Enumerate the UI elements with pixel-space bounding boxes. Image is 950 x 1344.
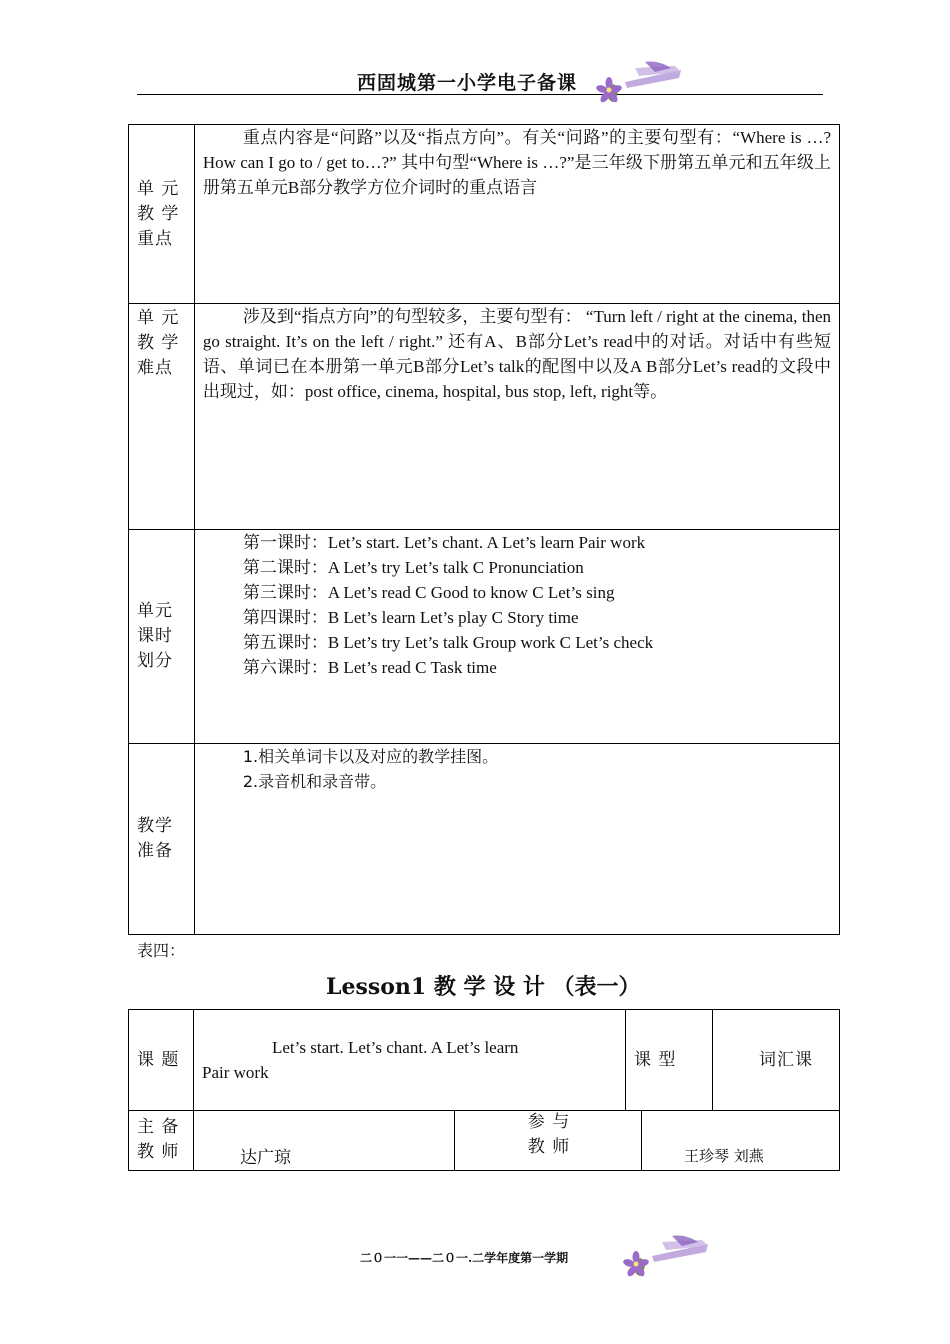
list-item: 1.相关单词卡以及对应的教学挂图。 bbox=[242, 747, 499, 766]
flower-icon bbox=[595, 58, 685, 104]
label-line: 难点 bbox=[137, 358, 173, 378]
label-line: 课时 bbox=[137, 626, 173, 646]
row-label bbox=[129, 744, 195, 935]
flower-icon bbox=[622, 1232, 712, 1278]
list-item: 第五课时：B Let’s try Let’s talk Group work C Let’s check bbox=[242, 633, 654, 652]
key-points-text: 重点内容是“问路”以及“指点方向”。有关“问路”的主要句型有：“Where is …? How can I go to / get to…?” 其中句型“Where is …?”是三年级下册第五单元和五年级上册第五单元B部分教学方位介词时的重点语言 bbox=[202, 128, 831, 197]
label-line: 准备 bbox=[137, 841, 173, 861]
page-header bbox=[137, 62, 823, 95]
label-line: 单元 bbox=[137, 601, 173, 621]
footer-text: 二０一一——二０一.二学年度第一学期 bbox=[360, 1251, 569, 1265]
table-row bbox=[129, 304, 840, 530]
table-row bbox=[129, 1110, 840, 1170]
label-line: 教 学 bbox=[137, 203, 180, 224]
type-label: 课 型 bbox=[626, 1010, 713, 1111]
type-value: 词汇课 bbox=[713, 1010, 840, 1111]
list-item: 2.录音机和录音带。 bbox=[242, 772, 387, 791]
preparation-cell bbox=[194, 744, 839, 935]
table-row bbox=[129, 530, 840, 744]
teacher-table bbox=[128, 1110, 840, 1171]
label-line: 重点 bbox=[137, 228, 173, 249]
table-row bbox=[129, 1010, 840, 1111]
lesson-info-table bbox=[128, 1009, 840, 1111]
row-label bbox=[129, 530, 195, 744]
lesson-title: Lesson1 教 学 设 计 （表一） bbox=[326, 974, 641, 1000]
topic-line: Let’s start. Let’s chant. A Let’s learn bbox=[272, 1038, 519, 1057]
table-caption: 表四： bbox=[137, 941, 186, 960]
label-line: 教 师 bbox=[137, 1141, 180, 1162]
row-label bbox=[129, 125, 195, 304]
list-item: 第一课时：Let’s start. Let’s chant. A Let’s learn Pair work bbox=[242, 533, 646, 552]
co-teacher-value: 王珍琴 刘燕 bbox=[642, 1110, 840, 1170]
row-label bbox=[129, 304, 195, 530]
main-teacher-label bbox=[129, 1110, 194, 1170]
label-line: 教 学 bbox=[137, 333, 180, 353]
topic-value bbox=[194, 1010, 626, 1111]
list-item: 第三课时：A Let’s read C Good to know C Let’s sing bbox=[242, 583, 615, 602]
difficult-points-cell bbox=[194, 304, 839, 530]
difficult-points-text: 涉及到“指点方向”的句型较多，主要句型有： “Turn left / right at the cinema, then go straight. It’s on the left / right.” 还有A、B部分Let’s read中的对话。对话中有些短语、单词已在本册第一单元B部分Let’s talk的配图中以及A B部分Let’s read的文段中出现过，如：post office, cinema, hospital, bus stop, left, right等。 bbox=[202, 307, 831, 401]
label-line: 单 元 bbox=[137, 308, 180, 328]
topic-label: 课 题 bbox=[129, 1010, 194, 1111]
list-item: 第四课时：B Let’s learn Let’s play C Story time bbox=[242, 608, 579, 627]
label-line: 主 备 bbox=[137, 1116, 180, 1137]
label-line: 教 师 bbox=[527, 1137, 571, 1157]
table-row bbox=[129, 744, 840, 935]
unit-plan-table bbox=[128, 124, 840, 935]
topic-line: Pair work bbox=[202, 1063, 269, 1082]
header-title: 西固城第一小学电子备课 bbox=[357, 72, 578, 94]
label-line: 划分 bbox=[137, 651, 173, 671]
lesson-division-cell bbox=[194, 530, 839, 744]
label-line: 参 与 bbox=[527, 1112, 571, 1132]
label-line: 单 元 bbox=[137, 178, 180, 199]
list-item: 第六课时：B Let’s read C Task time bbox=[242, 658, 497, 677]
list-item: 第二课时：A Let’s try Let’s talk C Pronunciation bbox=[242, 558, 584, 577]
label-line: 教学 bbox=[137, 816, 173, 836]
table-row bbox=[129, 125, 840, 304]
key-points-cell bbox=[194, 125, 839, 304]
main-teacher-value: 达广琼 bbox=[194, 1110, 455, 1170]
co-teacher-label bbox=[455, 1110, 642, 1170]
